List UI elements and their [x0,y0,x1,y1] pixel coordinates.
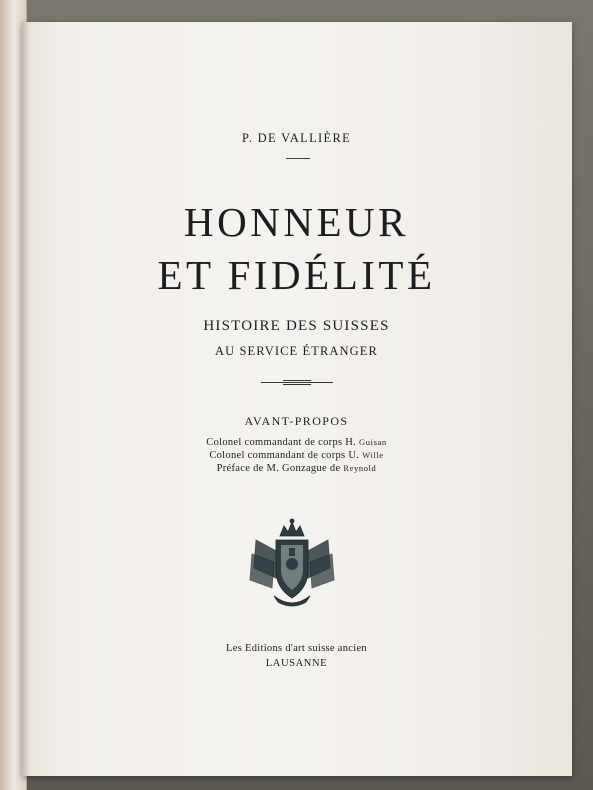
title-line-1: HONNEUR [184,199,409,245]
foreword-line-text: Colonel commandant de corps U. [209,450,363,461]
short-divider [286,158,310,159]
foreword-line [0,462,593,475]
publisher-city: LAUSANNE [265,658,328,669]
author-name: P. DE VALLIÈRE [241,131,352,145]
subtitle-line-2: AU SERVICE ÉTRANGER [215,344,378,358]
foreword-line [0,436,593,449]
foreword-line-name: Wille [362,450,384,460]
publisher-name: Les Editions d'art suisse ancien [226,643,367,654]
subtitle-line-1: HISTOIRE DES SUISSES [203,318,390,334]
foreword-line [0,449,593,462]
title-line-2: ET FIDÉLITÉ [157,252,436,298]
foreword-line-name: Guisan [359,437,387,447]
foreword-line-text: Colonel commandant de corps H. [206,437,360,448]
foreword-line-name: Reynold [343,463,377,473]
coat-of-arms-icon [248,518,336,608]
ornamental-divider [261,379,333,387]
foreword-heading: AVANT-PROPOS [244,414,349,428]
foreword-line-text: Préface de M. Gonzague de [216,463,344,474]
